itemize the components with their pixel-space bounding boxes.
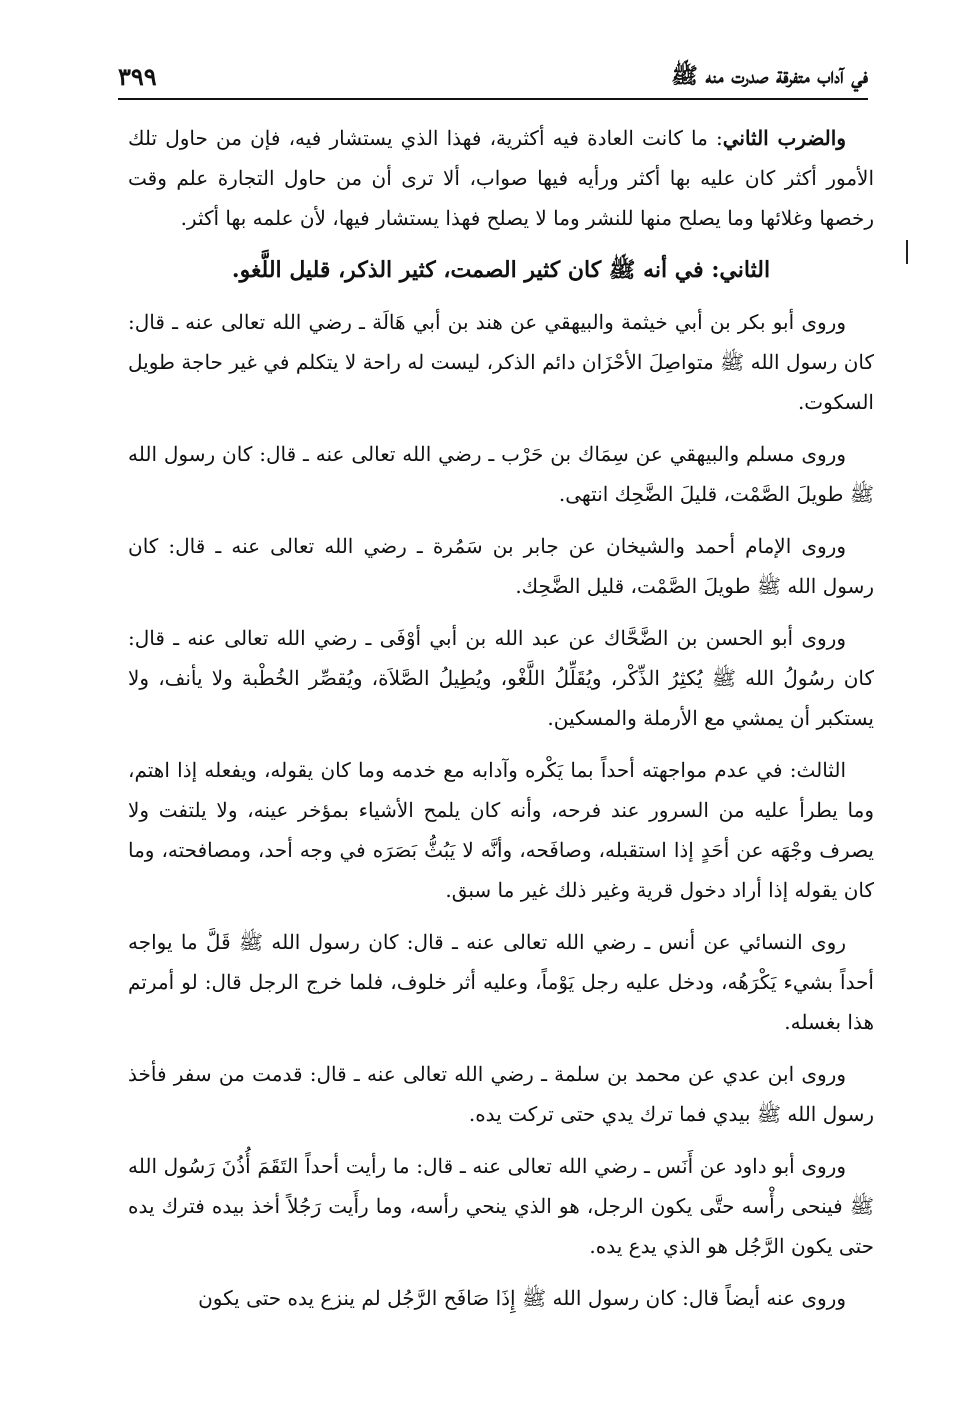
paragraph: [128, 118, 874, 238]
paragraph: الثالث: في عدم مواجهته أحداً بما يَكْره وآدابه مع خدمه وما كان يقوله، ويفعله إذا اهتم، وما يطرأ عليه من السرور عند فرحه، وأنه كان يلمح الأشياء بمؤخر عينه، ولا يلتفت ولا يصرف وجْهَه عن أحَدٍ إذا استقبله، وصافَحه، وأنَّه لا يَبُثُّ بَصَرَه في وجه أحد، ومصافحته، وما كان يقوله إذا أراد دخول قرية وغير ذلك غير ما سبق.: [128, 758, 874, 902]
paragraph: وروى ابن عدي عن محمد بن سلمة ـ رضي الله تعالى عنه ـ قال: قدمت من سفر فأخذ رسول الله ﷺ بيدي فما ترك يدي حتى تركت يده.: [128, 1062, 874, 1126]
paragraph: روى النسائي عن أنس ـ رضي الله تعالى عنه ـ قال: كان رسول الله ﷺ قَلَّ ما يواجه أحداً بشيء يَكْرَهُه، ودخل عليه رجل يَوْماً، وعليه أثر خلوف، فلما خرج الرجل قال: لو أمرتم هذا بغسله.: [128, 930, 874, 1034]
paragraph: وروى الإمام أحمد والشيخان عن جابر بن سَمُرة ـ رضي الله تعالى عنه ـ قال: كان رسول الله ﷺ طويلَ الصَّمْت، قليل الضَّحِك.: [128, 534, 874, 598]
page-number: ٣٩٩: [118, 62, 157, 91]
paragraph: وروى أبو داود عن أَنَس ـ رضي الله تعالى عنه ـ قال: ما رأيت أحداً التَقَمَ أُذُنَ رَسُول الله ﷺ فينحى رأْسه حتَّى يكون الرجل، هو الذي ينحي رأسه، وما رأَيت رَجُلاً أخذ بيده فترك يده حتى يكون الرَّجُل هو الذي يدع يده.: [128, 1154, 874, 1258]
page-header: [118, 58, 868, 100]
paragraph: وروى مسلم والبيهقي عن سِمَاك بن حَرْب ـ رضي الله تعالى عنه ـ قال: كان رسول الله ﷺ طويلَ الصَّمْت، قليلَ الضَّحِك انتهى.: [128, 442, 874, 506]
paragraph-lead: والضرب الثاني: [722, 126, 846, 150]
margin-mark: [906, 240, 908, 264]
paragraph: وروى أبو بكر بن أبي خيثمة والبيهقي عن هند بن أبي هَالَة ـ رضي الله تعالى عنه ـ قال: كان رسول الله ﷺ متواصِلَ الأحْزَان دائم الذكر، ليست له راحة لا يتكلم في غير حاجة طويل السكوت.: [128, 310, 874, 414]
paragraph: وروى عنه أيضاً قال: كان رسول الله ﷺ إِذَا صَافَح الرَّجُل لم ينزع يده حتى يكون: [198, 1286, 846, 1310]
running-title: في آداب متفرقة صدرت منه ﷺ: [671, 63, 868, 89]
page-body: [128, 118, 874, 1330]
section-heading: الثاني: في أنه ﷺ كان كثير الصمت، كثير الذكر، قليل اللَّغو.: [231, 257, 771, 283]
paragraph-text: : ما كانت العادة فيه أكثرية، فهذا الذي يستشار فيه، فإن من حاول تلك الأمور أكثر كان عليه بها أكثر ورأيه فيها صواب، ألا ترى أن من حاول التجارة علم وقت رخصها وغلائها وما يصلح منها للنشر وما لا يصلح فهذا يستشار فيها، لأن علمه بها أكثر.: [128, 126, 874, 230]
paragraph: وروى أبو الحسن بن الضَّحَّاك عن عبد الله بن أبي أوْفَى ـ رضي الله تعالى عنه ـ قال: كان رسُولُ الله ﷺ يُكثِرُ الذِّكْر، ويُقَلِّلُ اللَّغْو، ويُطِيلُ الصَّلاَة، ويُقصِّر الخُطْبة ولا يأنف، ولا يستكبر أن يمشي مع الأرملة والمسكين.: [128, 626, 874, 730]
